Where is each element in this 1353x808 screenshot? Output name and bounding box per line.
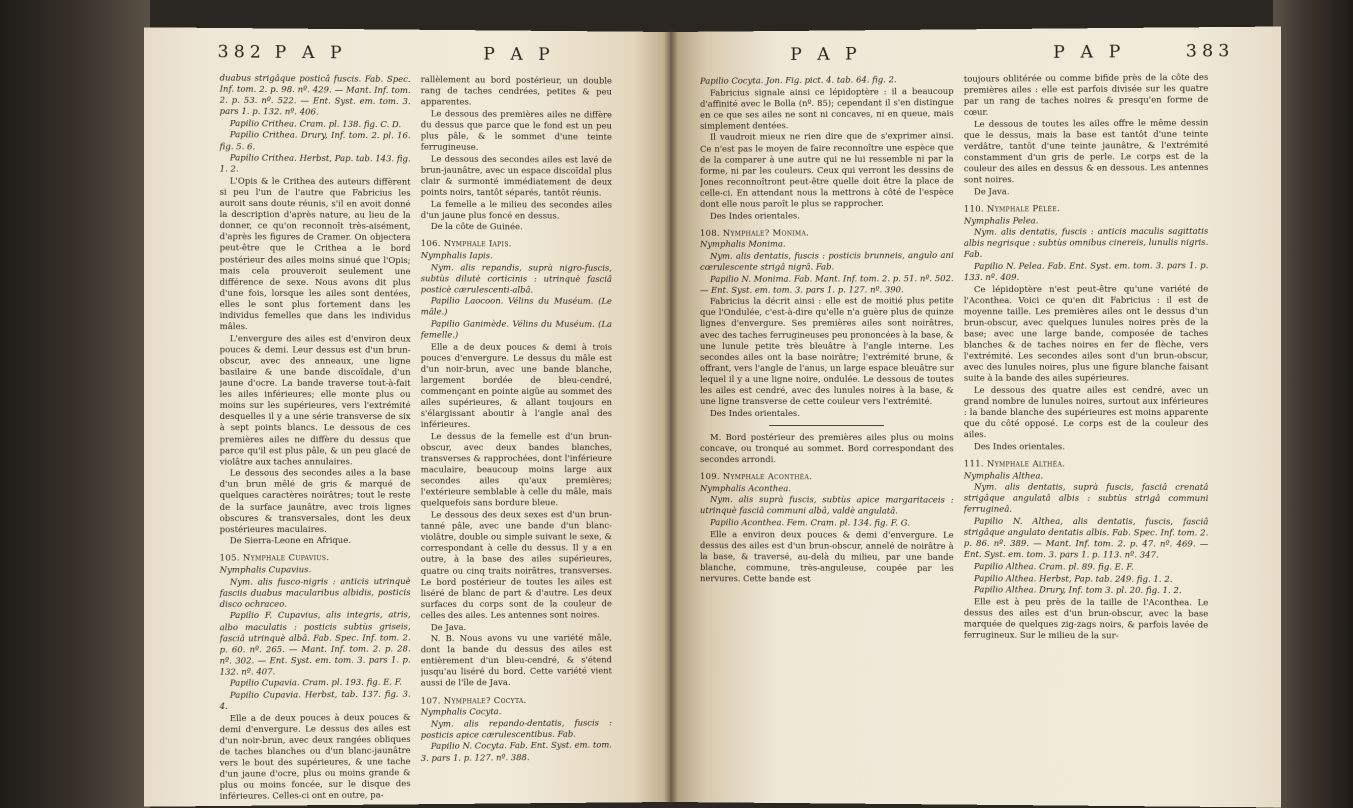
- paragraph: Le dessous des premières ailes ne diffère du dessus que parce que le fond est un peu plus pâle, & le sommet d'une teinte ferrugineuse.: [420, 108, 612, 152]
- paragraph: Nym. alis fusco-nigris : anticis utrinquè fasciis duabus macularibus albidis, posticis disco ochraceo.: [219, 575, 411, 609]
- species-heading: 111. Nymphale Althéa.: [963, 458, 1066, 469]
- paragraph: L'Opis & le Crithea des auteurs diffèrent si peu l'un de l'autre que Fabricius les auroit sans doute réunis, s'il en avoit donné la description d'après nature, au lieu de la donner, ce qu'on reconnoît très-aisément, d'après les figures de Cramer. On objectera peut-être que le Crithea a le bord postérieur des ailes moins sinué que l'Opis; mais cela prouveroit seulement une différence de sexe. Nous avons dit plus d'une fois, lorsque les ailes sont dentées, elles le sont plus fortement dans les individus femelles que dans les individus mâles.: [219, 175, 411, 332]
- species-heading: 105. Nymphale Cupavius.: [219, 552, 330, 563]
- paragraph: Nymphalis Cupavius.: [219, 564, 312, 575]
- book-background-left: [0, 0, 150, 808]
- paragraph: De la côte de Guinée.: [430, 221, 523, 232]
- running-head-right: P A P: [483, 44, 555, 66]
- paragraph: rallèlement au bord postérieur, un double rang de taches cendrées, petites & peu apparentes.: [420, 74, 612, 107]
- section-divider: [769, 425, 883, 426]
- paragraph: Papilio F. Cupavius, alis integris, atris, albo maculatis : posticis subtùs griseis, fasciâ utrinquè albâ. Fab. Spec. Inf. tom. 2. p. 60. nº. 265. — Mant. Inf. tom. 2. p. 28. nº. 302. — Ent. Syst. em. tom. 3. pars 1. p. 132. nº. 407.: [219, 609, 411, 677]
- paragraph: Nymphalis Iapis.: [420, 249, 493, 261]
- right-page-column-1: [700, 74, 954, 801]
- species-heading: 110. Nymphale Pélée.: [963, 203, 1061, 214]
- paragraph: Nym. alis dentatis, fuscis : anticis maculis sagittatis albis negrisque : subtùs omnibus cinereis, lunulis nigris. Fab.: [963, 225, 1209, 260]
- paragraph: Le dessous des deux sexes est d'un brun-tanné pâle, avec une bande d'un blanc-violâtre, double ou simple suivant le sexe, & correspondant à celle du dessus. Il y a en outre, à la base des ailes supérieures, quatre ou cinq traits noirâtres, transverses. Le bord postérieur de toutes les ailes est liséré de blanc de part & d'autre. Les deux surfaces du corps sont de la couleur de celles des ailes. Les antennes sont noires.: [420, 509, 612, 621]
- paragraph: Nym. alis repando-dentatis, fuscis : posticis apice cærulescentibus. Fab.: [420, 717, 612, 740]
- species-heading: 108. Nymphale? Monima.: [700, 227, 810, 238]
- paragraph: Papilio N. Cocyta. Fab. Ent. Syst. em. tom. 3. pars 1. p. 127. nº. 388.: [420, 739, 612, 763]
- paragraph: duabus strigâque posticâ fuscis. Fab. Spec. Inf. tom. 2. p. 98. nº. 429. — Mant. Inf. tom. 2. p. 53. nº. 522. — Ent. Syst. em. tom. 3. pars 1. p. 132. nº. 406.: [219, 72, 411, 117]
- species-heading: 106. Nymphale Iapis.: [420, 238, 512, 249]
- paragraph: Des Indes orientales.: [710, 210, 800, 221]
- running-head-left: P A P: [790, 44, 862, 66]
- paragraph: Papilio Crithea. Cram. pl. 138. fig. C. D.: [229, 117, 402, 130]
- paragraph: N. B. Nous avons vu une variété mâle, dont la bande du dessus des ailes est entièrement d'un bleu-cendré, & s'étend jusqu'au liséré du bord. Cette variété vient aussi de l'île de Java.: [420, 632, 612, 689]
- paragraph: Ce lépidoptère n'est peut-être qu'une variété de l'Aconthea. Voici ce qu'en dit Fabricius : il est de moyenne taille. Les premières ailes ont le dessus d'un brun-obscur, avec quelques lunules noires près de la base; avec une large bande, composée de taches blanches & de taches noires en fer de flèche, vers l'extrémité. Les secondes ailes sont d'un brun-obscur, avec des lunules noires, plus une figure blanche faisant suite à la bande des ailes supérieures.: [963, 283, 1209, 384]
- paragraph: De Sierra-Leone en Afrique.: [229, 535, 352, 546]
- paragraph: Nym. alis dentatis, suprà fuscis, fasciâ crenatâ strigâque angulatâ albis : subtùs strigâ communi ferrugineâ.: [963, 481, 1209, 515]
- paragraph: La femelle a le milieu des secondes ailes d'un jaune plus foncé en dessus.: [420, 198, 612, 221]
- paragraph: Papilio Cupavia. Herbst, tab. 137. fig. 3. 4.: [219, 688, 411, 712]
- paragraph: Le dessous des secondes ailes a la base d'un brun mêlé de gris & marqué de quelques caractères noirâtres; tout le reste de la surface jaunâtre, avec trois lignes obscures & transversales, dont les deux postérieures maculaires.: [219, 467, 411, 534]
- right-page-column-2: [964, 72, 1209, 803]
- paragraph: Nymphalis Pelea.: [963, 214, 1039, 226]
- paragraph: Papilio N. Monima. Fab. Mant. Inf. tom. 2. p. 51. nº. 502. — Ent. Syst. em. tom. 3. pars 1. p. 127. nº. 390.: [700, 272, 954, 295]
- paragraph: toujours oblitérée ou comme bifide près de la côte des premières ailes : elle est parfois divisée sur les quatre par un rang de taches noires & presqu'en forme de cœur.: [963, 71, 1209, 118]
- left-page-column-2: [421, 74, 612, 800]
- right-page: [670, 27, 1281, 808]
- paragraph: Le dessous des secondes ailes est lavé de brun-jaunâtre, avec un espace discoïdal plus clair & surmonté immédiatement de deux points noirs, tantôt séparés, tantôt réunis.: [420, 153, 612, 198]
- species-heading: 107. Nymphale? Cocyta.: [420, 694, 527, 706]
- paragraph: Papilio N. Pelea. Fab. Ent. Syst. em. tom. 3. pars 1. p. 133. nº. 409.: [963, 260, 1209, 283]
- paragraph: Nym. alis dentatis, fuscis : posticis brunneis, angulo ani cœrulescente strigâ nigrâ. Fab.: [700, 249, 954, 272]
- paragraph: Papilio N. Althea, alis dentatis, fuscis, fasciâ strigâque angulato dentatis albis. Fab. Spec. Inf. tom. 2. p. 86. nº. 389. — Mant. Inf. tom. 2. p. 47. nº. 469. — Ent. Syst. em. tom. 3. pars 1. p. 113. nº. 347.: [963, 515, 1209, 560]
- right-page-header: [670, 41, 1281, 70]
- species-heading: 109. Nymphale Aconthéa.: [700, 471, 813, 482]
- running-head-right: P A P: [1053, 42, 1126, 63]
- paragraph: Papilio Ganimède. Vélins du Muséum. (La femelle.): [420, 318, 612, 340]
- running-head-left: P A P: [274, 42, 347, 64]
- paragraph: Des Indes orientales.: [710, 407, 800, 418]
- book-gutter: [664, 28, 678, 806]
- paragraph: Le dessous de toutes les ailes offre le même dessin que le dessus, mais la base est tantôt d'une teinte verdâtre, tantôt d'une teinte jaunâtre, & l'extrémité constamment d'un gris de perle. Le corps est de la couleur des ailes en dessus & en dessous. Les antennes sont noires.: [963, 117, 1209, 185]
- paragraph: Fabricius signale ainsi ce lépidoptère : il a beaucoup d'affinité avec le Bolla (nº. 85); cependant il s'en distingue en ce que ses ailes ne sont ni concaves, ni en queue, mais simplement dentées.: [700, 85, 954, 131]
- paragraph: Nymphalis Monima.: [700, 238, 786, 250]
- left-page-header: [144, 41, 670, 70]
- paragraph: Papilio Althea. Cram. pl. 89. fig. E. F.: [973, 560, 1134, 572]
- paragraph: Papilio Althea. Herbst, Pap. tab. 249. fig. 1. 2.: [973, 572, 1173, 584]
- paragraph: Fabricius la décrit ainsi : elle est de moitié plus petite que l'Ondulée, c'est-à-dire qu'elle n'a guère plus de quinze lignes d'envergure. Ses premières ailes sont noirâtres, avec des taches ferrugineuses peu prononcées à la base, & une lunule petite très bleuâtre à l'angle interne. Les secondes ailes ont la base noirâtre; l'extrémité brune, & offrant, vers l'angle de l'anus, un large espace bleuâtre sur lequel il y a une ligne noire, ondulée. Le dessous de toutes les ailes est cendré, avec des lunules noires à la base, & une ligne transverse de cette couleur vers l'extrémité.: [700, 295, 954, 407]
- page-number: 382: [217, 42, 266, 63]
- paragraph: Papilio Crithea. Drury, Inf. tom. 2. pl. 16. fig. 5. 6.: [219, 129, 411, 152]
- paragraph: Papilio Althea. Drury, Inf. tom 3. pl. 20. fig. 1. 2.: [973, 584, 1182, 596]
- paragraph: Des Indes orientales.: [973, 441, 1066, 452]
- paragraph: Elle a de deux pouces à deux pouces & demi d'envergure. Le dessus des ailes est d'un noir-brun, avec deux rangées obliques de taches blanches ou d'un blanc-jaunâtre vers le bout des supérieures, & une tache d'un jaune d'ocre, plus ou moins grande & plus ou moins foncée, sur le disque des inférieures. Celles-ci ont en outre, pa-: [219, 711, 411, 802]
- book-background-right: [1273, 0, 1353, 808]
- paragraph: Elle a environ deux pouces & demi d'envergure. Le dessus des ailes est d'un brun-obscur, annelé de noirâtre à la base, & traversé, au-delà du milieu, par une bande blanche, commune, très-anguleuse, coupée par les nervures. Cette bande est: [700, 528, 954, 584]
- paragraph: Nym. alis suprà fuscis, subtùs apice margaritaceis : utrinquè fasciâ communi albâ, valdè angulatâ.: [700, 494, 954, 516]
- paragraph: Elle a de deux pouces & demi à trois pouces d'envergure. Le dessus du mâle est d'un noir-brun, avec une bande blanche, largement bordée de bleu-cendré, commençant en pointe aigüe au sommet des ailes supérieures, & allant toujours en s'élargissant aboutir à l'angle anal des inférieures.: [420, 341, 612, 430]
- paragraph: M. Bord postérieur des premières ailes plus ou moins concave, ou tronqué au sommet. Bord correspondant des secondes arrondi.: [700, 431, 954, 465]
- paragraph: Papilio Cocyta. Jon. Fig. pict. 4. tab. 64. fig. 2.: [700, 74, 897, 86]
- paragraph: Nymphalis Acontheа.: [700, 482, 791, 493]
- paragraph: L'envergure des ailes est d'environ deux pouces & demi. Leur dessus est d'un brun-obscur, avec des anneaux, une ligne basilaire & une bande discoïdale, d'un jaune d'ocre. La bande traverse tout-à-fait les ailes inférieures; elle monte plus ou moins sur les supérieures, vers l'extrémité desquelles il y a une série transverse de six à sept points blancs. Le dessous de ces premières ailes ne diffère du dessus que parce qu'il est plus pâle, & un peu glacé de violâtre aux taches annulaires.: [219, 332, 411, 467]
- paragraph: Nym. alis repandis, suprà nigro-fuscis, subtùs dilutè corticinis : utrinquè fasciâ posticè cærulescenti-albâ.: [420, 261, 612, 295]
- paragraph: Le dessus de la femelle est d'un brun-obscur, avec deux bandes blanches, transverses & rapprochées, dont l'inférieure maculaire, beaucoup moins large aux secondes ailes qu'aux premières; l'extérieure semblable à celle du mâle, mais quelquefois sans bordure bleue.: [420, 430, 612, 508]
- page-number: 383: [1185, 41, 1235, 62]
- paragraph: Papilio Aconthea. Fem. Cram. pl. 134. fig. F. G.: [710, 517, 910, 528]
- paragraph: Elle est à peu près de la taille de l'Aconthea. Le dessus des ailes est d'un brun-obscur, avec la base marquée de quelques zig-zags noirs, & parfois lavée de ferrugineux. Sur le milieu de la sur-: [963, 595, 1209, 641]
- paragraph: Papilio Crithea. Herbst, Pap. tab. 143. fig. 1. 2.: [219, 152, 411, 174]
- paragraph: Papilio Cupavia. Cram. pl. 193. fig. E. F.: [229, 677, 402, 689]
- paragraph: Papilio Laocoon. Vélins du Muséum. (Le mâle.): [420, 295, 612, 317]
- paragraph: Nymphalis Cocyta.: [420, 706, 502, 717]
- paragraph: De Java.: [973, 186, 1010, 197]
- left-page: [144, 27, 670, 806]
- paragraph: Il vaudroit mieux ne rien dire que de s'exprimer ainsi. Ce n'est pas le moyen de faire reconnoître une espèce que de la comparer à une autre qui ne lui ressemble ni par la forme, ni par les couleurs. Ceux qui verront les dessins de Jones reconnoîtront peut-être quelle doit être la place de celle-ci. En attendant nous la mettrons à côté de l'espèce dont elle nous paroît le plus se rapprocher.: [700, 130, 954, 209]
- paragraph: De Java.: [430, 621, 467, 632]
- left-page-column-1: [220, 72, 411, 802]
- paragraph: Nymphalis Althea.: [963, 470, 1044, 481]
- paragraph: Le dessous des quatre ailes est cendré, avec un grand nombre de lunules noires, surtout aux inférieures : la bande blanche des supérieures est moins apparente que du côté opposé. Le corps est de la couleur des ailes.: [963, 384, 1209, 440]
